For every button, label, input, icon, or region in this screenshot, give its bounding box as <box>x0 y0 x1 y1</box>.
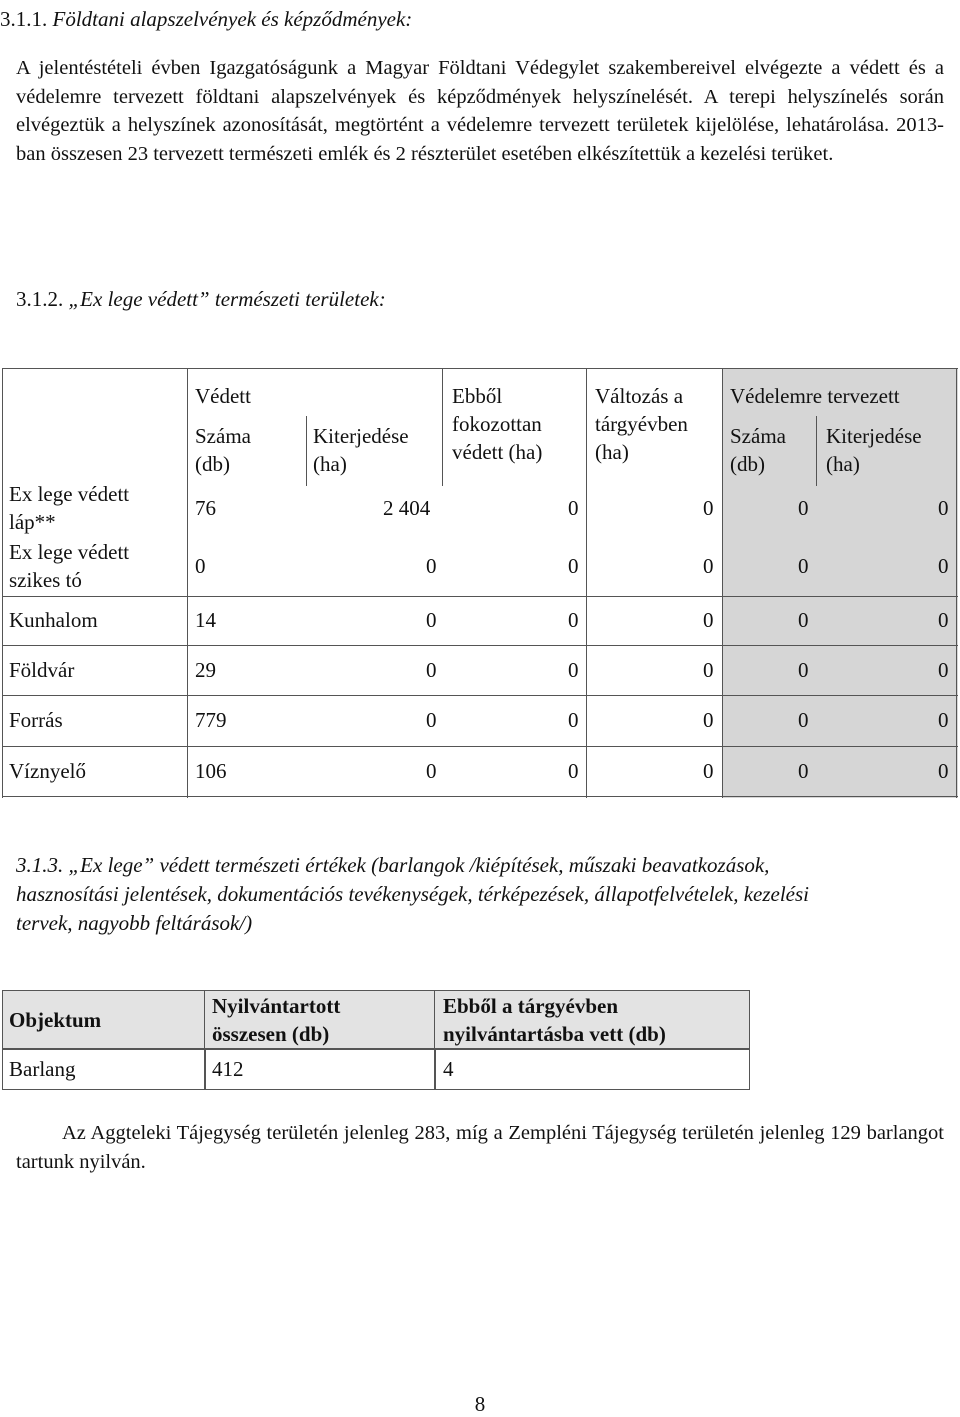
row-label: Ex lege védett <box>9 540 130 564</box>
table-cell: 0 <box>568 554 579 578</box>
header-db-2: (db) <box>730 452 765 476</box>
row-label: Víznyelő <box>9 759 86 783</box>
section-heading-3-1-1 <box>0 6 412 32</box>
header-ha-2: (ha) <box>826 452 860 476</box>
table-rule <box>2 746 958 747</box>
table-cell: 0 <box>568 708 579 732</box>
table-rule <box>2 368 958 369</box>
table-cell: 0 <box>938 658 949 682</box>
table-cell: 0 <box>568 658 579 682</box>
table-cell: 0 <box>426 759 437 783</box>
table-cell: 0 <box>798 708 809 732</box>
table-cell: 0 <box>798 658 809 682</box>
table-cell: 0 <box>426 608 437 632</box>
header-ebbol-1: Ebből <box>452 384 503 408</box>
heading-number: 3.1.1. <box>0 7 48 31</box>
table-cell: 0 <box>938 554 949 578</box>
header-szama: Száma <box>195 424 251 448</box>
table-cell: 0 <box>938 608 949 632</box>
header-valtozas-1: Változás a <box>595 384 684 408</box>
caves-table <box>2 990 750 1090</box>
table-rule <box>2 796 958 797</box>
header-ha: (ha) <box>313 452 347 476</box>
header-szama-2: Száma <box>730 424 786 448</box>
header-db: (db) <box>195 452 230 476</box>
row-label-barlang: Barlang <box>9 1057 76 1081</box>
table-cell: 0 <box>938 759 949 783</box>
row-label: szikes tó <box>9 568 82 592</box>
cell-total: 412 <box>212 1057 244 1081</box>
table-cell <box>434 1048 750 1090</box>
table-cell: 0 <box>798 759 809 783</box>
heading-title: „Ex lege védett” természeti területek: <box>68 287 386 311</box>
heading-title: Földtani alapszelvények és képződmények: <box>52 7 413 31</box>
heading-line: hasznosítási jelentések, dokumentációs tevékenységek, térképezések, állapotfelvételek, kezelési <box>16 882 809 906</box>
table-rule <box>586 368 587 798</box>
intro-paragraph: A jelentéstételi évben Igazgatóságunk a Magyar Földtani Védegylet szakembereivel elvégezte a védett és a védelemre tervezett földtani alapszelvények és képződmények helyszínelését. A terepi helyszínelés során elvégeztük a helyszínek azonosítását, megtörtént a védelemre tervezett területek kijelölése, lehatárolása. 2013-ban összesen 23 tervezett természeti emlék és 2 részterület esetében elkészítettük a kezelési terüket. <box>16 57 944 165</box>
table-cell: 0 <box>703 759 714 783</box>
table-rule <box>442 368 443 486</box>
table-rule <box>722 368 723 798</box>
page-number: 8 <box>474 1392 486 1416</box>
table-cell: 106 <box>195 759 227 783</box>
table-cell: 0 <box>703 496 714 520</box>
table-cell: 0 <box>426 658 437 682</box>
row-label: Kunhalom <box>9 608 98 632</box>
cell-new: 4 <box>443 1057 454 1081</box>
table-cell: 0 <box>568 496 579 520</box>
table-cell: 0 <box>568 608 579 632</box>
table-cell: 0 <box>703 708 714 732</box>
header-valtozas-3: (ha) <box>595 440 629 464</box>
table-cell: 0 <box>938 708 949 732</box>
table-cell: 0 <box>798 554 809 578</box>
section-heading-3-1-3 <box>16 852 809 936</box>
ex-lege-areas-table <box>2 368 958 798</box>
header-kiterjedese: Kiterjedése <box>313 424 409 448</box>
row-label: Földvár <box>9 658 75 682</box>
table-cell: 29 <box>195 658 216 682</box>
table-cell: 0 <box>195 554 206 578</box>
header-vedett: Védett <box>195 384 251 408</box>
header-ebbol-targyevben-1: Ebből a tárgyévben <box>443 994 619 1018</box>
row-label: láp** <box>9 510 56 534</box>
table-cell: 0 <box>568 759 579 783</box>
table-cell: 779 <box>195 708 227 732</box>
table-cell: 0 <box>426 708 437 732</box>
table-cell: 2 404 <box>383 496 431 520</box>
table-cell: 0 <box>938 496 949 520</box>
header-objektum: Objektum <box>9 1008 102 1032</box>
row-label: Ex lege védett <box>9 482 130 506</box>
heading-line: tervek, nagyobb feltárások/) <box>16 911 253 935</box>
header-nyilvantartott-2: összesen (db) <box>212 1022 330 1046</box>
table-rule <box>2 645 958 646</box>
table-rule <box>2 695 958 696</box>
table-rule <box>816 416 817 486</box>
header-valtozas-2: tárgyévben <box>595 412 688 436</box>
table-rule <box>2 596 958 597</box>
header-nyilvantartott-1: Nyilvántartott <box>212 994 341 1018</box>
table-rule <box>187 368 188 798</box>
heading-number: 3.1.2. <box>16 287 64 311</box>
table-cell: 0 <box>703 554 714 578</box>
header-ebbol-2: fokozottan <box>452 412 542 436</box>
table-cell: 76 <box>195 496 216 520</box>
row-label: Forrás <box>9 708 63 732</box>
section-heading-3-1-2 <box>16 286 386 312</box>
table-cell: 0 <box>703 608 714 632</box>
table-cell: 0 <box>798 496 809 520</box>
table-cell: 14 <box>195 608 216 632</box>
header-kiterjedese-2: Kiterjedése <box>826 424 922 448</box>
caves-paragraph: Az Aggteleki Tájegység területén jelenleg 283, míg a Zempléni Tájegység területén jelenleg 129 barlangot tartunk nyilván. <box>16 1122 944 1173</box>
heading-line: 3.1.3. „Ex lege” védett természeti értékek (barlangok /kiépítések, műszaki beavatkozások, <box>16 853 770 877</box>
table-cell: 0 <box>798 608 809 632</box>
table-cell: 0 <box>426 554 437 578</box>
header-ebbol-3: védett (ha) <box>452 440 543 464</box>
table-rule <box>956 368 957 798</box>
header-ebbol-targyevben-2: nyilvántartásba vett (db) <box>443 1022 666 1046</box>
table-rule <box>2 368 3 798</box>
header-vedelemre: Védelemre tervezett <box>730 384 900 408</box>
table-rule <box>306 416 307 486</box>
table-cell: 0 <box>703 658 714 682</box>
